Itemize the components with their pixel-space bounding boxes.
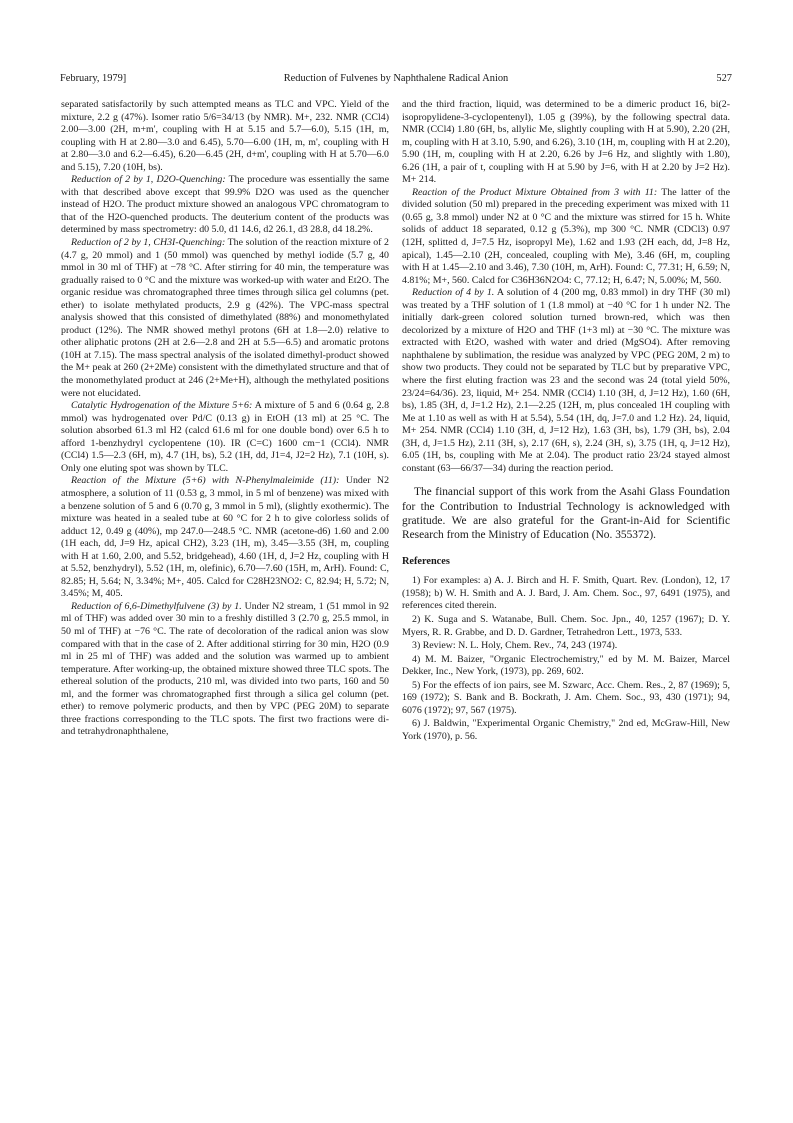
paragraph-heading: Reduction of 2 by 1, CH3I-Quenching: <box>71 237 226 249</box>
paragraph-heading: Reduction of 2 by 1, D2O-Quenching: <box>71 174 226 186</box>
experimental-paragraph: Reaction of the Product Mixture Obtained from 3 with 11: The latter of the divided solution (50 ml) prepared in the preceding experiment was mixed with 11 (0.65 g, 3.8 mmol) under N2 at 0 °C and the mixture was stirred for 15 h. White solids of adduct 18 separated, 0.12 g (5.3%), mp 300 °C. NMR (CDCl3) 0.97 (12H, splitted d, J=7.5 Hz, isopropyl Me), 1.62 and 1.93 (2H each, dd, J=8 Hz, apical), 1.45—2.10 (2H, concealed, coupling with Me), 3.46 (6H, m, coupling with H at 1.45—2.10 and 3.46), 7.30 (10H, m, ArH). Found: C, 77.31; H, 6.59; N, 4.81%; M+, 560. Calcd for C36H36N2O4: C, 77.12; H, 6.47; N, 5.00%; M, 560. <box>402 186 730 286</box>
reference-item: 3) Review: N. L. Holy, Chem. Rev., 74, 243 (1974). <box>412 640 618 652</box>
reference-item: 2) K. Suga and S. Watanabe, Bull. Chem. Soc. Jpn., 40, 1257 (1967); D. Y. Myers, R. R. Grabbe, and D. D. Gardner, Tetrahedron Lett., 1973, 533. <box>402 613 730 638</box>
experimental-paragraph: Reduction of 2 by 1, CH3I-Quenching: The solution of the reaction mixture of 2 (4.7 g, 20 mmol) and 1 (50 mmol) was quenched by methyl iodide (5.7 g, 40 mmol in 30 ml of THF) at −78 °C. After stirring for 40 min, the temperature was gradually raised to 0 °C and the mixture was worked-up with water and Et2O. The organic residue was chromatographed three times through silica gel columns (pet. ether) to isolate methylated products, 2.9 g (42%). The VPC-mass spectral analysis showed that this consisted of dimethylated (88%) and monomethylated product (12%). The NMR showed methyl protons (6H at 1.8—2.0) relative to other aliphatic protons (2H at 2.6—2.8 and 2H at 5.5—6.5) and aromatic protons (10H at 7.15). The mass spectral analysis of the isolated dimethyl-product showed the M+ peak at 260 (2+2Me) consistent with the dimethylated structure and that of the monomethylated product at 246 (2+Me+H), although the methylated positions were not elucidated. <box>61 237 389 399</box>
experimental-paragraph: Reduction of 4 by 1. A solution of 4 (200 mg, 0.83 mmol) in dry THF (30 ml) was treated by a THF solution of 1 (1.8 mmol) at −40 °C for 1 h under N2. The initially dark-green colored solution turned brown-red, which was then decolorized by a mixture of H2O and THF (1+3 ml) at −30 °C. The mixture was extracted with Et2O, washed with water and dried (MgSO4). After removing naphthalene by sublimation, the residue was analyzed by VPC (PEG 20M, 2 m) to show two products. They could not be separated by TLC but by preparative VPC, where the first eluting fraction was 23 and the second was 24 (total yield 50%, 23/24=64/36). 23, liquid, M+ 254. NMR (CCl4) 1.10 (3H, d, J=12 Hz), 1.60 (6H, bs), 1.85 (3H, d, J=1.2 Hz), 2.1—2.25 (12H, m, plus concealed 1H coupling with Me at 1.10 as well as with H at 5.54), 5.54 (1H, dq, J=7.0 and 1.2 Hz). 24, liquid, M+ 254. NMR (CCl4) 1.10 (3H, d, J=12 Hz), 1.63 (3H, bs), 1.79 (3H, bs), 2.04 (3H, d, J=1.5 Hz), 2.11 (3H, s), 2.17 (6H, s), 2.24 (3H, s), 3.75 (1H, q, J=12 Hz), 6.05 (1H, bs, coupling with Me at 2.04). The product ratio 23/24 stayed almost constant (63—66/37—34) during the reaction period. <box>402 287 730 474</box>
header-title: Reduction of Fulvenes by Naphthalene Radical Anion <box>283 73 509 84</box>
experimental-paragraph: and the third fraction, liquid, was determined to be a dimeric product 16, bi(2-isopropylidene-3-cyclopentenyl), 1.05 g (39%), by the following spectral data. NMR (CCl4) 1.80 (6H, bs, allylic Me, slightly coupling with H at 5.90), 2.20 (2H, m, coupling with H at 3.10, 5.90, and 6.26), 3.10 (1H, m, coupling with H at 2.20), 5.90 (1H, m, coupling with H at 2.20, 6.26 by J=6 Hz, and slightly with 1.80), 6.26 (1H, a pair of t, coupling with H at 5.90 by J=6, with H at 2.20 by J=2 Hz). M+ 214. <box>402 99 730 186</box>
reference-item: 4) M. M. Baizer, "Organic Electrochemistry," ed by M. M. Baizer, Marcel Dekker, Inc., New York, (1973), pp. 269, 602. <box>402 653 730 678</box>
reference-item: 1) For examples: a) A. J. Birch and H. F. Smith, Quart. Rev. (London), 12, 17 (1958); b) W. H. Smith and A. J. Bard, J. Am. Chem. Soc., 97, 6491 (1975), and references cited therein. <box>402 575 730 612</box>
experimental-paragraph: separated satisfactorily by such attempted means as TLC and VPC. Yield of the mixture, 2.2 g (47%). Isomer ratio 5/6=34/13 (by NMR). M+, 232. NMR (CCl4) 2.00—3.00 (2H, m+m', coupling with H at 5.15 and 5.7—6.0), 5.15 (1H, m, coupling with H at 2.80—3.0 and 6.45), 5.70—6.00 (1H, m, m', coupling with H at 2.80—3.0 and 6.2—6.45), 6.20—6.45 (2H, d+m', coupling with H at 5.70—6.0 and 5.15), 7.20 (10H, bs). <box>61 99 389 173</box>
acknowledgment: The financial support of this work from the Asahi Glass Foundation for the Contribution to Industrial Technology is acknowledged with gratitude. We are also grateful for the Grant-in-Aid for Scientific Research from the Ministry of Education (No. 355372). <box>402 486 730 541</box>
paragraph-heading: Reduction of 4 by 1. <box>412 287 495 299</box>
experimental-paragraph: Reduction of 6,6-Dimethylfulvene (3) by 1. Under N2 stream, 1 (51 mmol in 92 ml of THF) was added over 30 min to a freshly distilled 3 (2.70 g, 25.5 mmol, in 50 ml of THF) at −76 °C. The rate of decoloration of the radical anion was slow compared with that in the case of 2. After additional stirring for 30 min, H2O (0.9 ml in 25 ml of THF) was added and the solution was warmed up to ambient temperature. After working-up, the obtained mixture showed three TLC spots. The ethereal solution of the products, 210 ml, was divided into two parts, 160 and 50 ml, and the former was chromatographed first through a silica gel column (pet. ether) to remove polymeric products, and then by VPC (PEG 20M) to separate three fractions corresponding to the TLC spots. The first two fractions were di- and tetrahydronaphthalene, <box>61 600 389 738</box>
left-column <box>61 99 389 739</box>
experimental-paragraph: Reaction of the Mixture (5+6) with N-Phenylmaleimide (11): Under N2 atmosphere, a solution of 11 (0.53 g, 3 mmol, in 5 ml of benzene) was mixed with a benzene solution of 5 and 6 (0.70 g, 3 mmol in 5 ml), (slightly exothermic). The mixture was heated in a sealed tube at 60 °C for 2 h to give colorless solids of adduct 12, 0.49 g (40%), mp 247.0—248.5 °C. NMR (acetone-d6) 1.60 and 2.00 (1H each, dd, J=9 Hz, apical CH2), 3.23 (1H, m), 3.45—3.55 (3H, m, coupling with H at 1.60, 2.00, and 5.52, bridgehead), 4.60 (1H, d, J=2 Hz, coupling with H at 5.52, benzhydryl), 5.52 (1H, m, olefinic), 6.70—7.60 (15H, m, ArH). Found: C, 82.85; H, 5.64; N, 3.34%; M+, 405. Calcd for C28H23NO2: C, 82.94; H, 5.72; N, 3.45%; M, 405. <box>61 475 390 600</box>
reference-item: 5) For the effects of ion pairs, see M. Szwarc, Acc. Chem. Res., 2, 87 (1969); 5, 169 (1972); S. Bank and B. Bockrath, J. Am. Chem. Soc., 93, 430 (1971); 94, 6076 (1972); 97, 567 (1975). <box>402 679 730 716</box>
paragraph-heading: Catalytic Hydrogenation of the Mixture 5+6: <box>71 400 253 412</box>
references-heading: References <box>402 555 450 567</box>
reference-list <box>402 575 730 743</box>
experimental-paragraph: Reduction of 2 by 1, D2O-Quenching: The procedure was essentially the same with that described above except that 99.9% D2O was used as the quencher instead of H2O. The product mixture showed an analogous VPC chromatogram to that of the H2O-quenched products. The deuterium content of the products was determined by mass spectrometry: d0 5.0, d1 14.6, d2 26.1, d3 28.8, d4 18.2%. <box>61 174 389 236</box>
right-column <box>402 99 730 744</box>
paragraph-heading: Reaction of the Mixture (5+6) with N-Phenylmaleimide (11): <box>71 475 340 487</box>
reference-item: 6) J. Baldwin, "Experimental Organic Chemistry," 2nd ed, McGraw-Hill, New York (1970), p. 56. <box>402 718 730 742</box>
page-number: 527 <box>716 73 732 84</box>
experimental-paragraph: Catalytic Hydrogenation of the Mixture 5+6: A mixture of 5 and 6 (0.64 g, 2.8 mmol) was hydrogenated over Pd/C (0.13 g) in EtOH (13 ml) at 25 °C. The solution absorbed 61.3 ml H2 (calcd 61.6 ml for one double bond) over 6.5 h to afford 1-benzhydryl cyclopentene (10). IR (C=C) 1600 cm−1 (CCl4). NMR (CCl4) 1.5—2.3 (6H, m), 4.7 (1H, bs), 5.2 (1H, dd, J1=4, J2=2 Hz), 7.1 (10H, s). Only one eluting spot was shown by TLC. <box>61 400 390 474</box>
running-header <box>60 72 732 86</box>
header-date: February, 1979] <box>60 73 127 84</box>
paragraph-heading: Reduction of 6,6-Dimethylfulvene (3) by 1. <box>71 600 242 612</box>
paragraph-heading: Reaction of the Product Mixture Obtained from 3 with 11: <box>412 186 658 198</box>
